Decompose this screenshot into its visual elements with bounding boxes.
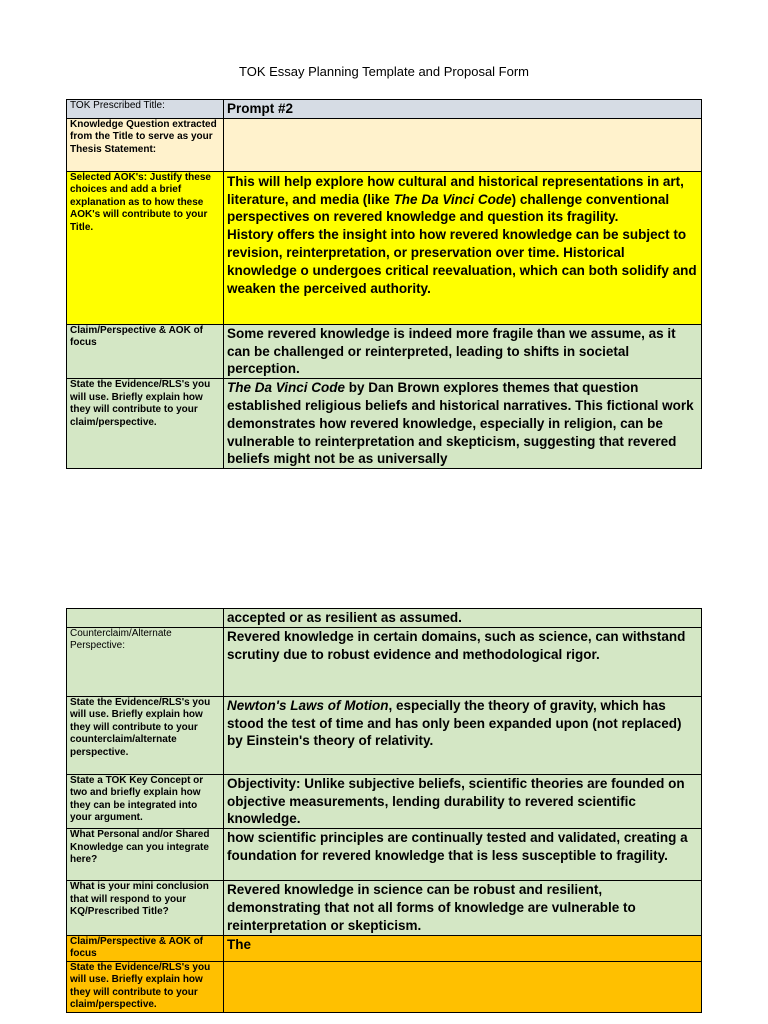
- document-title: TOK Essay Planning Template and Proposal Form: [239, 64, 529, 79]
- row-value: Newton's Laws of Motion, especially the theory of gravity, which has stood the test of time and has only been expanded upon (not replaced) by Einstein's theory of relativity.: [224, 696, 702, 774]
- table-row: [67, 609, 702, 628]
- row-value: [224, 961, 702, 1012]
- row-value: The Da Vinci Code by Dan Brown explores themes that question established religious beliefs and historical narratives. This fictional work demonstrates how revered knowledge, especially in religion, can be vulnerable to reinterpretation and skepticism, suggesting that revered beliefs might not be as universally: [224, 379, 702, 469]
- table-row: [67, 171, 702, 324]
- row-value: Revered knowledge in science can be robust and resilient, demonstrating that not all forms of knowledge are vulnerable to reinterpretation or skepticism.: [224, 881, 702, 935]
- planning-table-page-1: [66, 99, 702, 469]
- row-label: TOK Prescribed Title:: [67, 100, 224, 119]
- row-label: State the Evidence/RLS's you will use. Briefly explain how they will contribute to your claim/perspective.: [67, 379, 224, 469]
- planning-table-page-2: [66, 608, 702, 1013]
- row-label: Claim/Perspective & AOK of focus: [67, 324, 224, 378]
- row-value: Some revered knowledge is indeed more fragile than we assume, as it can be challenged or reinterpreted, leading to shifts in societal perception.: [224, 324, 702, 378]
- row-label: State the Evidence/RLS's you will use. Briefly explain how they will contribute to your claim/perspective.: [67, 961, 224, 1012]
- table-row: [67, 696, 702, 774]
- row-label: [67, 609, 224, 628]
- table-row: [67, 774, 702, 828]
- row-value: accepted or as resilient as assumed.: [224, 609, 702, 628]
- row-value: Objectivity: Unlike subjective beliefs, scientific theories are founded on objective measurements, lending durability to revered scientific knowledge.: [224, 774, 702, 828]
- row-label: State a TOK Key Concept or two and briefly explain how they can be integrated into your argument.: [67, 774, 224, 828]
- table-row: [67, 100, 702, 119]
- table-row: [67, 379, 702, 469]
- table-row: [67, 935, 702, 961]
- table-row: [67, 881, 702, 935]
- row-value: This will help explore how cultural and historical representations in art, literature, and media (like The Da Vinci Code) challenge conventional perspectives on revered knowledge and question its fragility. History offers the insight into how revered knowledge can be subject to revision, reinterpretation, or preservation over time. Historical knowledge o undergoes critical reevaluation, which can both solidify and weaken the perceived authority.: [224, 171, 702, 324]
- row-label: Selected AOK's: Justify these choices and add a brief explanation as to how these AOK's will contribute to your Title.: [67, 171, 224, 324]
- row-value: Prompt #2: [224, 100, 702, 119]
- row-label: Claim/Perspective & AOK of focus: [67, 935, 224, 961]
- table-row: [67, 961, 702, 1012]
- table-row: [67, 118, 702, 171]
- row-label: What Personal and/or Shared Knowledge can you integrate here?: [67, 829, 224, 881]
- row-label: Counterclaim/Alternate Perspective:: [67, 627, 224, 696]
- table-row: [67, 829, 702, 881]
- row-value: Revered knowledge in certain domains, such as science, can withstand scrutiny due to robust evidence and methodological rigor.: [224, 627, 702, 696]
- row-label: State the Evidence/RLS's you will use. Briefly explain how they will contribute to your counterclaim/alternate perspective.: [67, 696, 224, 774]
- row-value: [224, 118, 702, 171]
- row-label: Knowledge Question extracted from the Title to serve as your Thesis Statement:: [67, 118, 224, 171]
- table-row: [67, 627, 702, 696]
- row-value: The: [224, 935, 702, 961]
- row-label: What is your mini conclusion that will respond to your KQ/Prescribed Title?: [67, 881, 224, 935]
- row-value: how scientific principles are continually tested and validated, creating a foundation for revered knowledge that is less susceptible to fragility.: [224, 829, 702, 881]
- table-row: [67, 324, 702, 378]
